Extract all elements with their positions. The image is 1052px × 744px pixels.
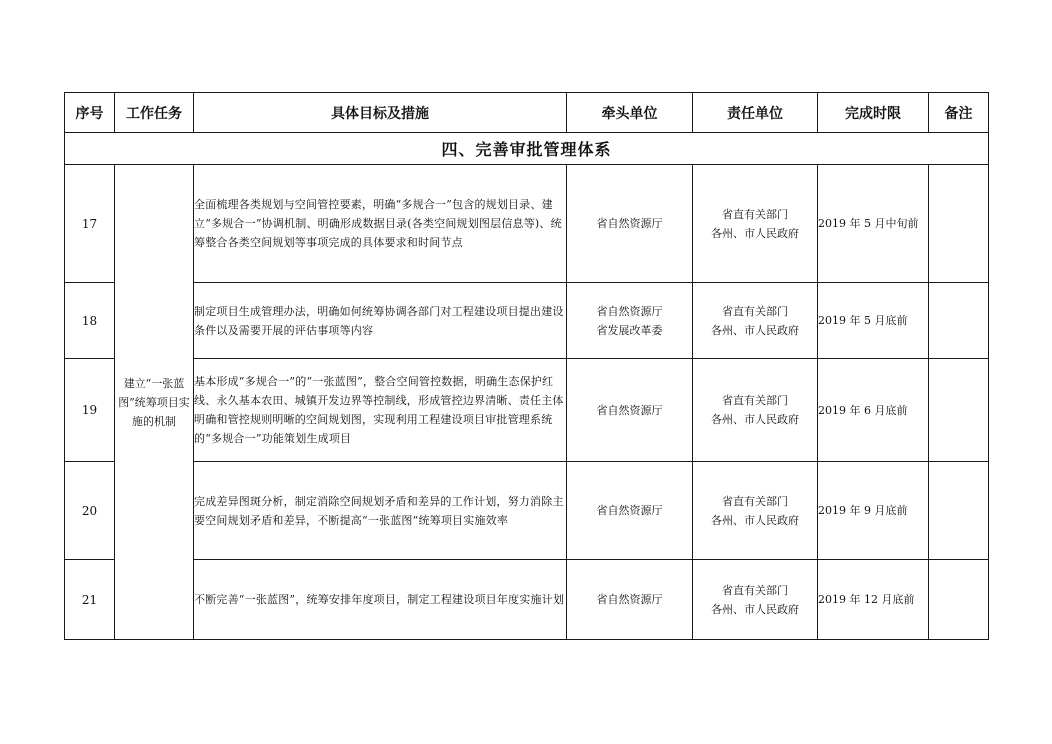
row-responsible-unit — [693, 283, 818, 359]
section-title: 四、完善审批管理体系 — [65, 133, 989, 165]
header-lead-unit: 牵头单位 — [567, 93, 693, 133]
table-row — [65, 359, 989, 462]
row-number: 20 — [65, 462, 115, 560]
row-responsible-unit — [693, 560, 818, 640]
row-deadline: 2019 年 5 月中旬前 — [818, 165, 929, 283]
responsible-unit-line: 省直有关部门 — [722, 394, 788, 407]
table-row — [65, 283, 989, 359]
row-remark — [929, 462, 989, 560]
lead-unit-line: 省自然资源厅 — [596, 593, 663, 606]
header-remarks: 备注 — [929, 93, 989, 133]
responsible-unit-line: 省直有关部门 — [722, 207, 788, 221]
responsible-unit-line: 省直有关部门 — [722, 583, 788, 597]
table-row — [65, 165, 989, 283]
header-responsible-unit: 责任单位 — [693, 93, 818, 133]
work-plan-table — [64, 92, 989, 640]
row-remark — [929, 165, 989, 283]
row-responsible-unit — [693, 165, 818, 283]
row-measure: 制定项目生成管理办法，明确如何统筹协调各部门对工程建设项目提出建设条件以及需要开展的评估事项等内容 — [194, 283, 567, 359]
row-lead-unit — [567, 165, 693, 283]
row-measure: 完成差异图斑分析，制定消除空间规划矛盾和差异的工作计划，努力消除主要空间规划矛盾和差异，不断提高“一张蓝图”统筹项目实施效率 — [194, 462, 567, 560]
responsible-unit-line: 各州、市人民政府 — [711, 602, 799, 616]
row-measure: 全面梳理各类规划与空间管控要素，明确“多规合一”包含的规划目录、建立“多规合一”协调机制、明确形成数据目录(各类空间规划图层信息等)、统筹整合各类空间规划等事项完成的具体要求和时间节点 — [194, 165, 567, 283]
lead-unit-line: 省自然资源厅 — [596, 304, 663, 318]
row-number: 19 — [65, 359, 115, 462]
row-lead-unit — [567, 359, 693, 462]
section-row — [65, 133, 989, 165]
responsible-unit-line: 省直有关部门 — [722, 494, 788, 508]
header-row — [65, 93, 989, 133]
header-measures: 具体目标及措施 — [194, 93, 567, 133]
header-task: 工作任务 — [115, 93, 194, 133]
row-deadline: 2019 年 6 月底前 — [818, 359, 929, 462]
row-lead-unit — [567, 283, 693, 359]
row-measure: 不断完善“一张蓝图”，统筹安排年度项目，制定工程建设项目年度实施计划 — [194, 560, 567, 640]
row-remark — [929, 359, 989, 462]
responsible-unit-line: 省直有关部门 — [722, 304, 788, 318]
row-number: 21 — [65, 560, 115, 640]
row-responsible-unit — [693, 359, 818, 462]
header-serial: 序号 — [65, 93, 115, 133]
row-remark — [929, 560, 989, 640]
row-number: 17 — [65, 165, 115, 283]
lead-unit-line: 省自然资源厅 — [596, 504, 663, 517]
row-remark — [929, 283, 989, 359]
row-lead-unit — [567, 560, 693, 640]
responsible-unit-line: 各州、市人民政府 — [711, 323, 799, 337]
lead-unit-line: 省自然资源厅 — [596, 403, 663, 417]
row-number: 18 — [65, 283, 115, 359]
table-row — [65, 560, 989, 640]
row-deadline: 2019 年 9 月底前 — [818, 462, 929, 560]
row-responsible-unit — [693, 462, 818, 560]
work-task: 建立“一张蓝图”统筹项目实施的机制 — [115, 165, 194, 640]
row-lead-unit — [567, 462, 693, 560]
header-deadline: 完成时限 — [818, 93, 929, 133]
responsible-unit-line: 各州、市人民政府 — [711, 513, 799, 527]
responsible-unit-line: 各州、市人民政府 — [711, 226, 799, 240]
lead-unit-line: 省自然资源厅 — [596, 217, 663, 230]
row-measure: 基本形成“多规合一”的“一张蓝图”，整合空间管控数据，明确生态保护红线、永久基本农田、城镇开发边界等控制线，形成管控边界清晰、责任主体明确和管控规则明晰的空间规划图，实现利用工程建设项目审批管理系统的“多规合一”功能策划生成项目 — [194, 359, 567, 462]
responsible-unit-line: 各州、市人民政府 — [711, 413, 799, 426]
row-deadline: 2019 年 12 月底前 — [818, 560, 929, 640]
table-row — [65, 462, 989, 560]
lead-unit-line: 省发展改革委 — [596, 323, 663, 337]
row-deadline: 2019 年 5 月底前 — [818, 283, 929, 359]
